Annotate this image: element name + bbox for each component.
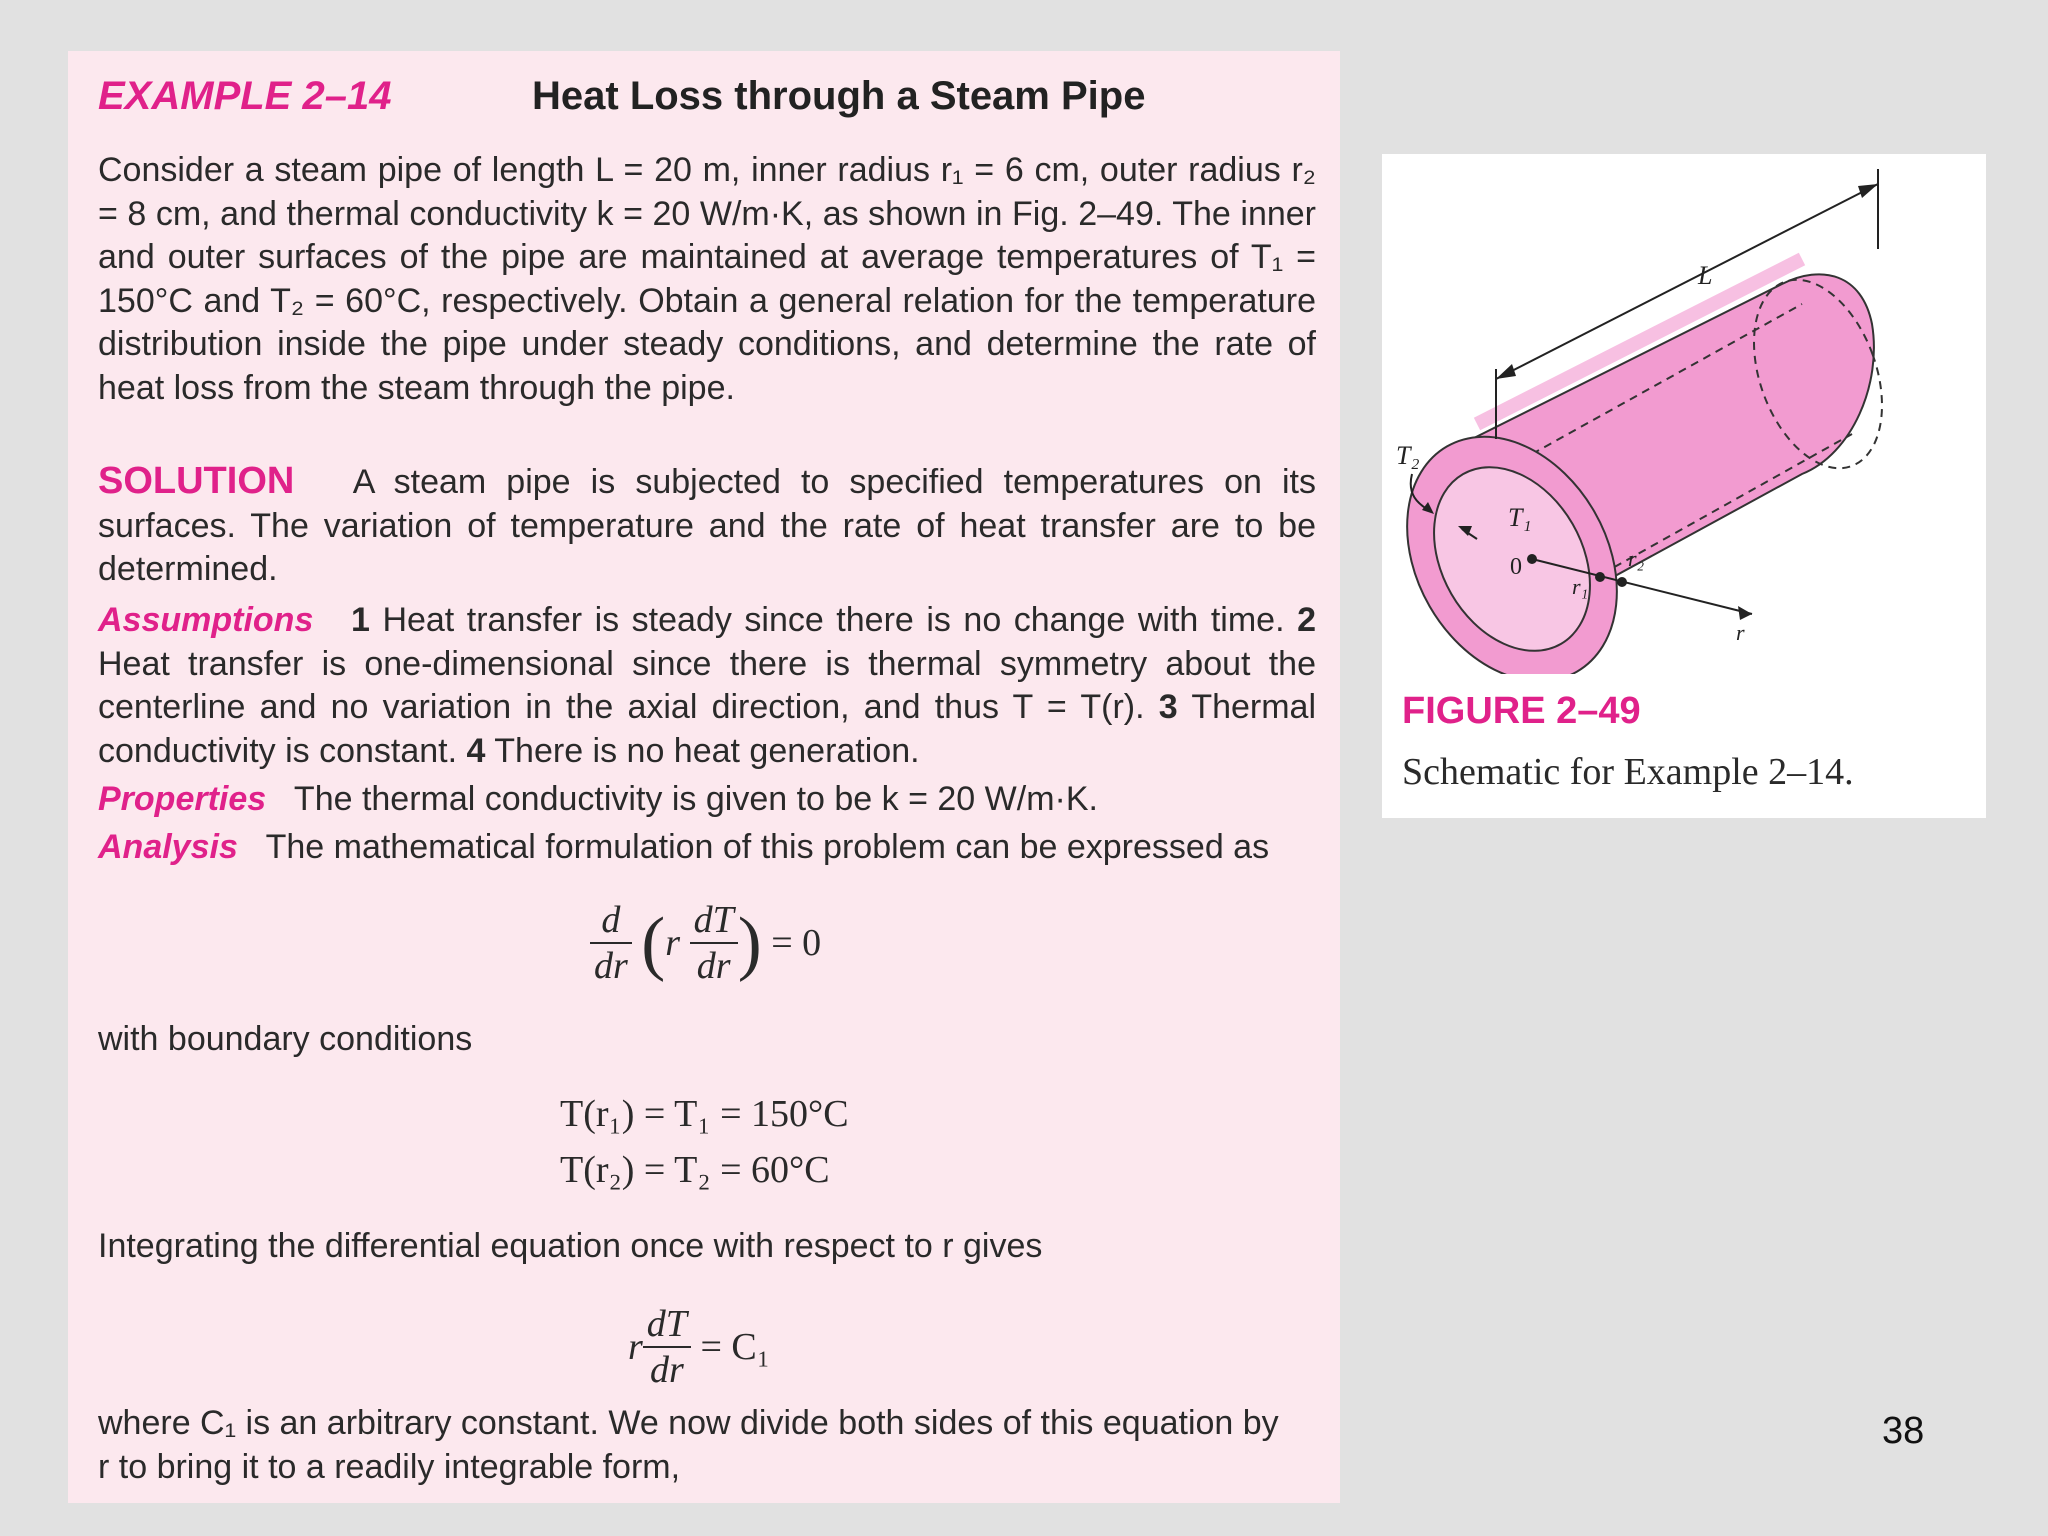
r2-label: r₂ [1628,546,1645,571]
properties-text: The thermal conductivity is given to be k = 20 W/m·K. [293,780,1098,818]
t2-label: T₂ [1396,441,1420,470]
properties-paragraph [98,778,1316,822]
example-title: Heat Loss through a Steam Pipe [532,74,1146,118]
frac-denominator: dr [594,945,628,987]
integrated-equation [628,1302,770,1392]
ode-equation: $\frac{d}{dr}$ (r $\frac{dT}{dr}$ ) = 0 [590,898,821,988]
properties-label: Properties [98,780,267,818]
assumptions-paragraph [98,599,1316,773]
frac-numerator: dT [643,1302,691,1348]
pipe-schematic [1382,154,1986,674]
assumption-number: 3 [1158,688,1178,726]
boundary-condition-1: T(r₁) = T₁ = 150°C [560,1093,849,1135]
frac-numerator: dT [690,898,738,944]
eq-variable: r [665,922,681,964]
assumption-number: 2 [1297,601,1317,639]
figure-panel [1382,154,1986,818]
analysis-text: The mathematical formulation of this problem can be expressed as [265,828,1270,866]
solution-text: A steam pipe is subjected to specified temperatures on its surfaces. The variation of temperature and the rate of heat transfer are to be determined. [98,463,1316,588]
solution-paragraph [98,460,1316,592]
figure-caption: Schematic for Example 2–14. [1402,751,1854,793]
where-text-1: where C₁ is an arbitrary constant. We now divide both sides of this equation by [98,1404,1279,1442]
assumption-text: Heat transfer is one-dimensional since there is thermal symmetry about the centerline and no variation in the axial direction, and thus T = T(r). [98,644,1316,726]
length-label: L [1698,261,1713,290]
frac-denominator: dr [649,1349,684,1391]
r-axis-label: r [1736,620,1745,645]
t1-label: T₁ [1508,503,1532,532]
eq-variable: r [628,1326,643,1368]
assumption-text: There is no heat generation. [494,731,920,770]
origin-label: 0 [1510,554,1522,580]
assumption-text: Heat transfer is steady since there is no change with time. [382,601,1285,639]
assumption-text: Thermal conductivity is constant. [98,688,1317,770]
boundary-text: with boundary conditions [98,1020,473,1058]
r1-label: r₁ [1572,574,1589,599]
assumption-number: 1 [350,601,370,639]
where-text-2: r to bring it to a readily integrable form, [98,1448,681,1486]
assumption-number: 4 [466,731,486,770]
page-number: 38 [1882,1410,1925,1452]
example-label: EXAMPLE 2–14 [98,74,392,118]
analysis-paragraph [98,826,1316,870]
boundary-condition-2: T(r₂) = T₂ = 60°C [560,1149,830,1191]
analysis-label: Analysis [98,828,238,866]
frac-numerator: d [590,898,632,944]
solution-label: SOLUTION [98,460,295,502]
integrate-text: Integrating the differential equation once with respect to r gives [98,1227,1043,1265]
eq-rhs: = C₁ [700,1326,770,1368]
problem-statement: Consider a steam pipe of length L = 20 m, inner radius r₁ = 6 cm, outer radius r₂ = 8 cm, and thermal conductivity k = 20 W/m·K, as shown in Fig. 2–49. The inner and outer surfaces of the pipe are maintained at average temperatures of T₁ = 150°C and T₂ = 60°C, respectively. Obtain a general relation for the temperature distribution inside the pipe under steady conditions, and determine the rate of heat loss from the steam through the pipe. [98,151,1316,407]
figure-label: FIGURE 2–49 [1402,690,1641,732]
assumptions-label: Assumptions [98,601,314,639]
eq-rhs: = 0 [771,922,822,964]
example-header [98,74,1146,119]
frac-denominator: dr [696,945,731,987]
